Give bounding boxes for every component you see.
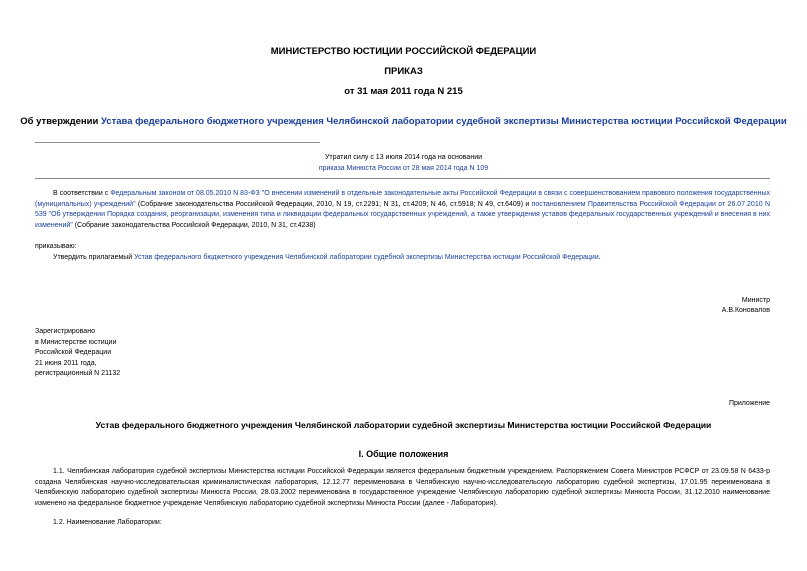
ministry-heading: МИНИСТЕРСТВО ЮСТИЦИИ РОССИЙСКОЙ ФЕДЕРАЦИИ bbox=[270, 46, 537, 57]
title-prefix: Об утверждении bbox=[20, 116, 99, 127]
charter-title-link[interactable]: Устава федерального бюджетного учреждения Челябинской лаборатории судебной экспертизы Министерства юстиции Российской Федерации bbox=[100, 116, 787, 127]
federal-law-link[interactable]: Федеральным законом от 08.05.2010 N 83-ФЗ "О внесении изменений в отдельные законодательные акты Российской Федерации в связи с совершенствованием правового положения государственных (муниципальных) учреждений" bbox=[35, 190, 770, 208]
registration-line: регистрационный N 21132 bbox=[35, 370, 121, 377]
preamble-end: (Собрание законодательства Российской Федерации, 2010, N 31, ст.4238) bbox=[72, 221, 316, 229]
registration-line: 21 июня 2011 года, bbox=[35, 359, 97, 367]
repeal-order-link[interactable]: приказа Минюста России от 28 мая 2014 года N 109 bbox=[318, 165, 489, 172]
approved-charter-link[interactable]: Устав федерального бюджетного учреждения Челябинской лаборатории судебной экспертизы Министерства юстиции Российской Федерации bbox=[134, 254, 599, 261]
divider-bottom bbox=[35, 178, 770, 179]
preamble-start: В соответствии с bbox=[53, 190, 109, 197]
signature-position: Министр bbox=[741, 297, 770, 304]
preamble-paragraph bbox=[35, 189, 770, 231]
registration-line: в Министерстве юстиции bbox=[35, 338, 117, 346]
registration-block bbox=[35, 327, 120, 380]
order-word: приказываю: bbox=[35, 243, 77, 250]
paragraph-1-1: 1.1. Челябинская лаборатория судебной экспертизы Министерства юстиции Российской Федерации является федеральным бюджетным учреждением. Распоряжением Совета Министров РСФСР от 23.09.58 N 6433-р создана Челябинская научно-исследовательская криминалистическая лаборатория, 12.12.77 переименована в Челябинскую научно-исследовательскую лабораторию судебной экспертизы, 17.01.95 переименована в Челябинскую лабораторию судебной экспертизы Минюста России, 28.03.2002 переименована в государственное учреждение Челябинскую лабораторию судебной экспертизы Минюста России, 31.12.2010 наименование изменено на федеральное бюджетное учреждение Челябинскую лабораторию судебной экспертизы Минюста России (далее - Лаборатория). bbox=[35, 468, 770, 507]
approve-end: . bbox=[598, 254, 601, 261]
appendix-label: Приложение bbox=[728, 400, 770, 407]
divider-top bbox=[35, 142, 320, 143]
document-title bbox=[10, 116, 797, 127]
approve-start: Утвердить прилагаемый bbox=[53, 254, 135, 261]
status-note-line: Утратил силу с 13 июля 2014 года на основании bbox=[324, 154, 483, 161]
approve-paragraph bbox=[53, 253, 770, 264]
paragraph-1-2: 1.2. Наименование Лаборатории: bbox=[53, 519, 162, 526]
preamble-mid: (Собрание законодательства Российской Федерации, 2010, N 19, ст.2291; N 31, ст.4209; N 46, ст.5918; N 49, ст.6409) и bbox=[135, 200, 532, 208]
appendix-title: Устав федерального бюджетного учреждения Челябинской лаборатории судебной экспертизы Министерства юстиции Российской Федерации bbox=[95, 420, 712, 430]
government-decree-link[interactable]: постановлением Правительства Российской Федерации от 26.07.2010 N 539 "Об утверждении Порядка создания, реорганизации, изменения типа и ликвидации федеральных государственных учреждений, а также утверждения уставов федеральных государственных учреждений и внесения в них изменений" bbox=[35, 200, 770, 229]
registration-line: Российской Федерации bbox=[35, 349, 112, 356]
registration-line: Зарегистрировано bbox=[35, 328, 95, 335]
signature-name: А.В.Коновалов bbox=[721, 307, 770, 314]
doc-type-heading: ПРИКАЗ bbox=[384, 66, 423, 77]
date-number-heading: от 31 мая 2011 года N 215 bbox=[344, 86, 463, 97]
section-heading: I. Общие положения bbox=[358, 449, 449, 459]
